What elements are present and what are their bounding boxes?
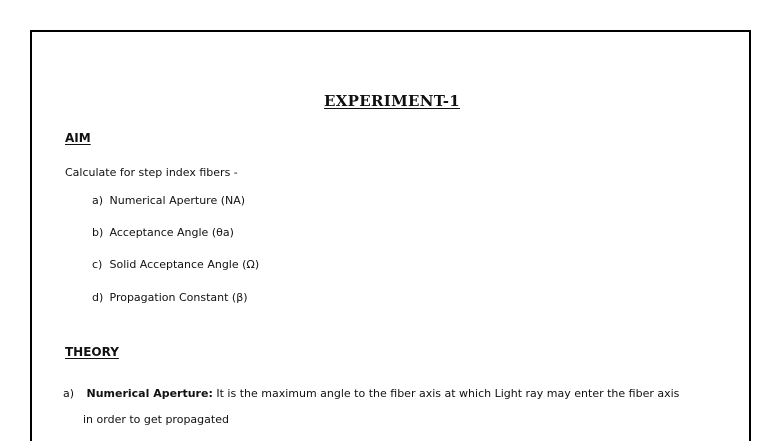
list-item-text: Solid Acceptance Angle (Ω) — [109, 258, 260, 271]
aim-item-propagation-constant — [92, 291, 248, 304]
theory-item-numerical-aperture — [63, 387, 679, 400]
aim-item-solid-acceptance-angle — [92, 258, 259, 271]
aim-heading: AIM — [65, 131, 91, 145]
list-marker: a) — [92, 194, 104, 207]
document-title — [0, 92, 784, 110]
list-item-text: Propagation Constant (β) — [109, 291, 248, 304]
theory-definition: It is the maximum angle to the fiber axis at which Light ray may enter the fiber axis — [212, 387, 680, 400]
theory-item-continuation: in order to get propagated — [83, 413, 229, 426]
list-marker: b) — [92, 226, 104, 239]
list-marker: c) — [92, 258, 103, 271]
theory-term: Numerical Aperture: — [86, 387, 213, 400]
theory-heading: THEORY — [65, 345, 119, 359]
list-item-text: Acceptance Angle (θa) — [109, 226, 234, 239]
list-item-text: Numerical Aperture (NA) — [109, 194, 246, 207]
aim-intro: Calculate for step index fibers - — [65, 166, 238, 179]
list-marker: a) — [63, 387, 75, 400]
aim-item-numerical-aperture — [92, 194, 245, 207]
list-marker: d) — [92, 291, 104, 304]
aim-item-acceptance-angle — [92, 226, 234, 239]
title-text: EXPERIMENT-1 — [324, 92, 460, 110]
